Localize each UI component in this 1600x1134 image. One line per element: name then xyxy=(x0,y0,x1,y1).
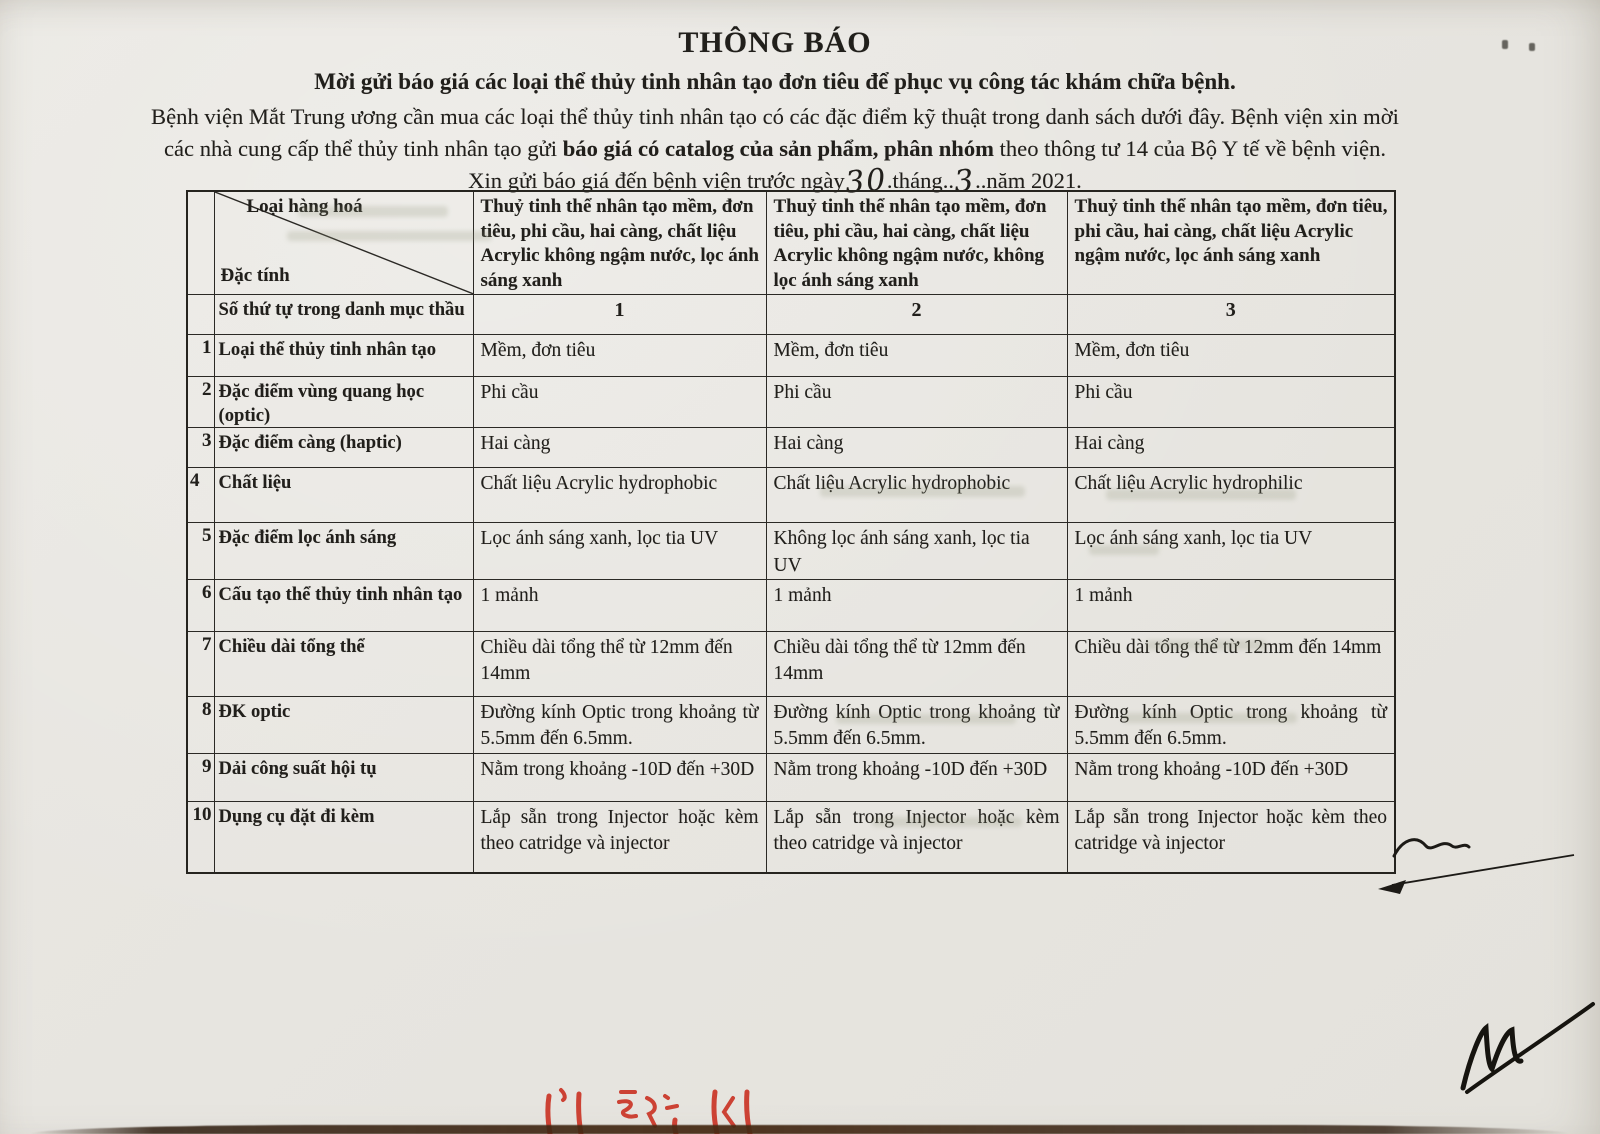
column-header-1: Thuỷ tinh thể nhân tạo mềm, đơn tiêu, phi cầu, hai càng, chất liệu Acrylic không ngậm nước, lọc ánh sáng xanh xyxy=(473,191,766,294)
row-cell: 1 mảnh xyxy=(766,579,1067,631)
row-number: 2 xyxy=(187,376,214,428)
ink-speck xyxy=(1502,40,1508,49)
table-header-row xyxy=(187,191,1395,294)
table-row xyxy=(187,334,1395,376)
row-cell: Đường kính Optic trong khoảng từ 5.5mm đến 6.5mm. xyxy=(1067,696,1395,753)
row-cell: Chiều dài tổng thể từ 12mm đến 14mm xyxy=(1067,631,1395,696)
table-row xyxy=(187,523,1395,580)
row-cell: Đường kính Optic trong khoảng từ 5.5mm đến 6.5mm. xyxy=(766,696,1067,753)
row-label: Dụng cụ đặt đi kèm xyxy=(214,801,473,873)
row-cell: Lắp sẵn trong Injector hoặc kèm theo catridge và injector xyxy=(766,801,1067,873)
stt-value-2: 2 xyxy=(766,294,1067,334)
row-number: 9 xyxy=(187,753,214,801)
row-number: 5 xyxy=(187,523,214,580)
row-cell: Mềm, đơn tiêu xyxy=(766,334,1067,376)
intro-text-bold: báo giá có catalog của sản phẩm, phân nhóm xyxy=(562,136,994,162)
document-header xyxy=(55,26,1495,201)
row-number: 8 xyxy=(187,696,214,753)
row-cell: Lắp sẵn trong Injector hoặc kèm theo catridge và injector xyxy=(1067,801,1395,873)
row-number: 3 xyxy=(187,428,214,468)
table-row xyxy=(187,428,1395,468)
row-label: Cấu tạo thể thủy tinh nhân tạo xyxy=(214,579,473,631)
row-label: Chất liệu xyxy=(214,468,473,523)
corner-label-goods: Loại hàng hoá xyxy=(246,196,363,217)
spec-table xyxy=(186,190,1396,874)
intro-paragraph xyxy=(146,101,1404,201)
row-cell: 1 mảnh xyxy=(1067,579,1395,631)
stt-value-3: 3 xyxy=(1067,294,1395,334)
row-cell: Không lọc ánh sáng xanh, lọc tia UV xyxy=(766,523,1067,580)
column-header-3: Thuỷ tinh thể nhân tạo mềm, đơn tiêu, phi cầu, hai càng, chất liệu Acrylic ngậm nước, lọc ánh sáng xanh xyxy=(1067,191,1395,294)
table-row xyxy=(187,801,1395,873)
table-row xyxy=(187,696,1395,753)
table-row xyxy=(187,631,1395,696)
stt-row xyxy=(187,294,1395,334)
column-header-2: Thuỷ tinh thể nhân tạo mềm, đơn tiêu, phi cầu, hai càng, chất liệu Acrylic không ngậm nước, không lọc ánh sáng xanh xyxy=(766,191,1067,294)
row-cell: Nằm trong khoảng -10D đến +30D xyxy=(1067,753,1395,801)
page-title: THÔNG BÁO xyxy=(678,26,872,59)
row-cell: Chiều dài tổng thể từ 12mm đến 14mm xyxy=(766,631,1067,696)
corner-cell xyxy=(214,191,473,294)
row-cell: 1 mảnh xyxy=(473,579,766,631)
header-spacer-cell xyxy=(187,191,214,294)
stt-value-1: 1 xyxy=(473,294,766,334)
table-row xyxy=(187,376,1395,428)
row-cell: Hai càng xyxy=(766,428,1067,468)
row-number: 7 xyxy=(187,631,214,696)
scan-page-edge xyxy=(30,1125,1570,1134)
row-cell: Phi cầu xyxy=(1067,376,1395,428)
row-number: 10 xyxy=(187,801,214,873)
stt-label: Số thứ tự trong danh mục thầu xyxy=(214,294,473,334)
row-number: 4 xyxy=(187,468,214,523)
row-cell: Hai càng xyxy=(1067,428,1395,468)
row-cell: Hai càng xyxy=(473,428,766,468)
signature-scribble xyxy=(1425,988,1600,1108)
row-cell: Đường kính Optic trong khoảng từ 5.5mm đến 6.5mm. xyxy=(473,696,766,753)
row-cell: Phi cầu xyxy=(473,376,766,428)
row-label: Đặc điểm vùng quang học (optic) xyxy=(214,376,473,428)
row-number: 1 xyxy=(187,334,214,376)
row-cell: Lọc ánh sáng xanh, lọc tia UV xyxy=(473,523,766,580)
row-cell: Mềm, đơn tiêu xyxy=(473,334,766,376)
stt-spacer-cell xyxy=(187,294,214,334)
row-label: Đặc điểm càng (haptic) xyxy=(214,428,473,468)
row-cell: Lắp sẵn trong Injector hoặc kèm theo catridge và injector xyxy=(473,801,766,873)
row-cell: Chất liệu Acrylic hydrophobic xyxy=(473,468,766,523)
intro-text-2: theo thông tư 14 của Bộ Y tế về bệnh viện. Xin gửi báo giá đến bệnh viện trước ngày xyxy=(468,136,1387,194)
row-label: Đặc điểm lọc ánh sáng xyxy=(214,523,473,580)
row-label: Loại thể thủy tinh nhân tạo xyxy=(214,334,473,376)
row-cell: Mềm, đơn tiêu xyxy=(1067,334,1395,376)
row-cell: Chất liệu Acrylic hydrophilic xyxy=(1067,468,1395,523)
table-row xyxy=(187,753,1395,801)
table-row xyxy=(187,468,1395,523)
row-cell: Chất liệu Acrylic hydrophobic xyxy=(766,468,1067,523)
intro-text-1: Bệnh viện Mắt Trung ương cần mua các loại thể thủy tinh nhân tạo có các đặc điểm kỹ thuật trong danh sách dưới đây. Bệnh viện xin mời các nhà cung cấp thể thủy tinh nhân tạo gửi xyxy=(151,104,1399,162)
row-number: 6 xyxy=(187,579,214,631)
row-label: Chiều dài tổng thể xyxy=(214,631,473,696)
row-label: Dải công suất hội tụ xyxy=(214,753,473,801)
corner-label-attribute: Đặc tính xyxy=(220,264,290,286)
intro-text-3: .tháng.. xyxy=(886,168,955,194)
handwritten-arrow-annotation xyxy=(1332,822,1600,902)
row-cell: Nằm trong khoảng -10D đến +30D xyxy=(473,753,766,801)
handwritten-day: 30 xyxy=(843,162,889,201)
table-row xyxy=(187,579,1395,631)
row-label: ĐK optic xyxy=(214,696,473,753)
row-cell: Phi cầu xyxy=(766,376,1067,428)
ink-speck xyxy=(1529,43,1535,51)
row-cell: Nằm trong khoảng -10D đến +30D xyxy=(766,753,1067,801)
intro-text-4: ..năm 2021. xyxy=(975,168,1082,194)
row-cell: Chiều dài tổng thể từ 12mm đến 14mm xyxy=(473,631,766,696)
handwritten-month: 3 xyxy=(952,163,977,200)
document-subtitle: Mời gửi báo giá các loại thể thủy tinh nhân tạo đơn tiêu để phục vụ công tác khám chữa bệnh. xyxy=(314,69,1236,94)
row-cell: Lọc ánh sáng xanh, lọc tia UV xyxy=(1067,523,1395,580)
